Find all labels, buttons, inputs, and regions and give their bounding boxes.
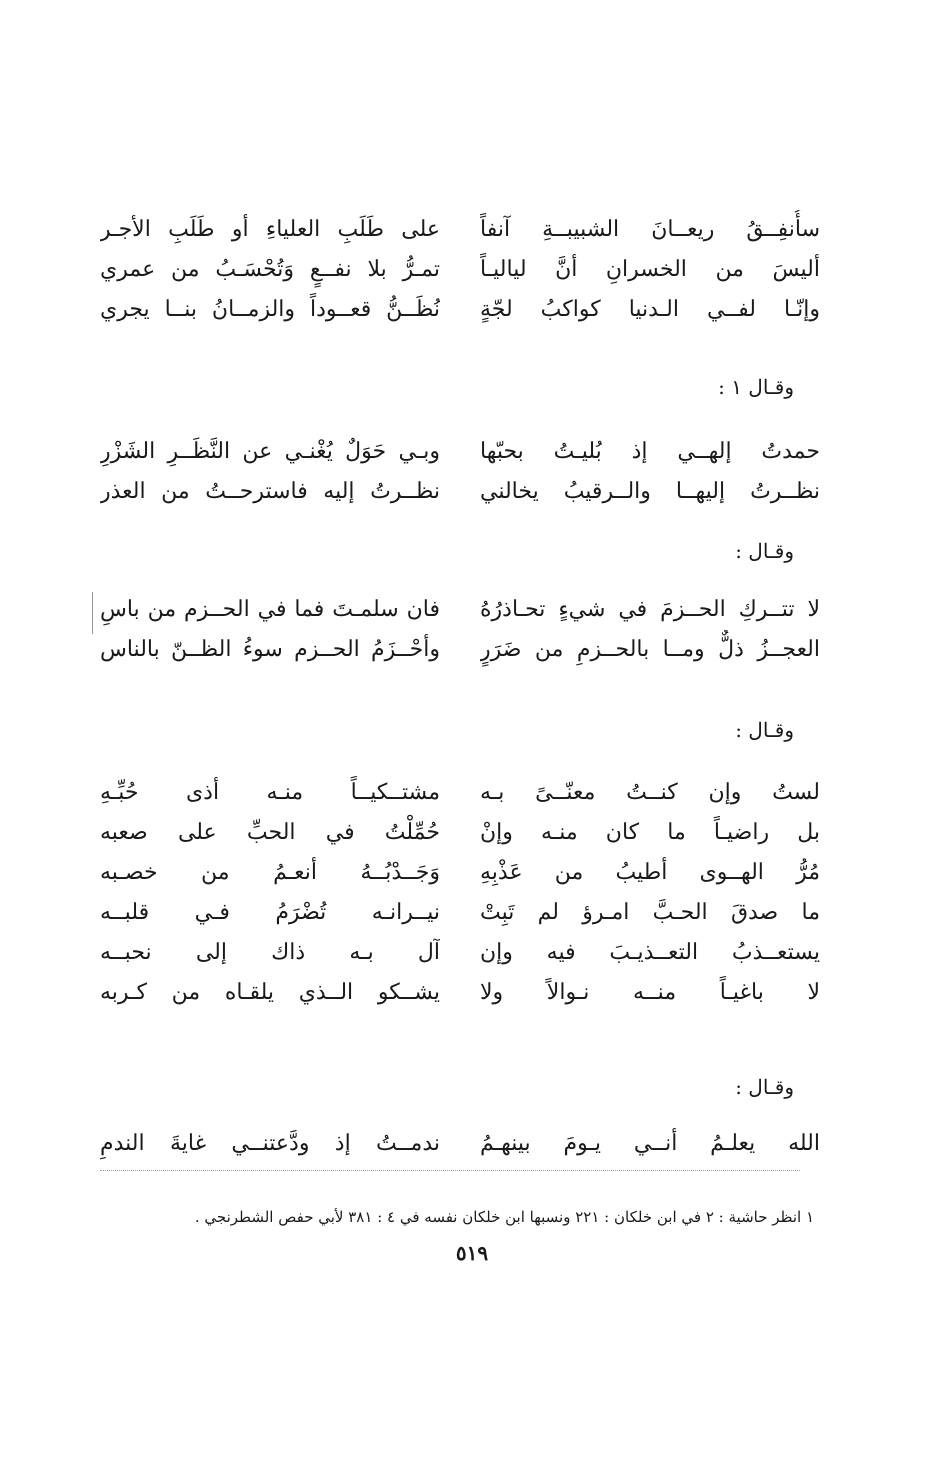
verse-first-hemistich: العجــزُ ذلٌّ ومــا بالحــزمِ من ضَرَرٍ <box>480 637 820 662</box>
verse <box>100 1124 820 1164</box>
verse-first-hemistich: وإنّـا لفــي الـدنيا كواكبُ لجّةٍ <box>480 297 820 322</box>
verse-second-hemistich: نيــرانـه تُضْرَمُ فـي قلبــه <box>100 900 440 925</box>
verse-first-hemistich: لا باغيـاً منــه نـوالاً ولا <box>480 980 820 1005</box>
verse <box>100 813 820 853</box>
verse <box>100 893 820 933</box>
verse <box>100 853 820 893</box>
verse-second-hemistich: وأحْــزَمُ الحــزم سوءُ الظــنّ بالناس <box>100 637 440 662</box>
verse-first-hemistich: بل راضيـاً ما كان منـه وإنْ <box>480 820 820 845</box>
verse-second-hemistich: نظــرتُ إليه فاسترحــتُ من العذر <box>100 479 440 504</box>
page-number: ٥١٩ <box>455 1241 489 1265</box>
verse-second-hemistich: وَجَــدْبُــهُ أنعـمُ من خصـبه <box>100 860 440 885</box>
verse-first-hemistich: مُرُّ الهــوى أطيبُ من عَذْبِهِ <box>480 860 820 885</box>
verse-second-hemistich: ندمــتُ إذ ودَّعتنــي غايةَ الندمِ <box>100 1131 440 1156</box>
verse-first-hemistich: أليسَ من الخسرانِ أنَّ لياليـاً <box>480 257 820 282</box>
verse-first-hemistich: لا تتــركِ الحــزمَ في شيءٍ تحـاذرُهُ <box>480 597 820 622</box>
verse-first-hemistich: لستُ وإن كنــتُ معنّــىً بـه <box>480 780 820 805</box>
stanza-intro: وقـال ١ : <box>718 375 794 399</box>
poem-stanza-4 <box>100 773 820 1013</box>
verse <box>100 630 820 670</box>
verse <box>100 250 820 290</box>
verse-second-hemistich: آل بـه ذاك إلى نحبــه <box>100 940 440 965</box>
verse-first-hemistich: الله يعلـمُ أنــي يـومَ بينهـمُ <box>480 1131 820 1156</box>
stanza-intro: وقـال : <box>735 539 794 563</box>
verse <box>100 210 820 250</box>
verse-first-hemistich: يستعــذبُ التعــذيـبَ فيه وإن <box>480 940 820 965</box>
verse-second-hemistich: تمـرُّ بلا نفــعٍ وَتُحْسَـبُ من عمري <box>100 257 440 282</box>
verse-second-hemistich: مشتــكيــاً منـه أذى حُبِّـهِ <box>100 780 440 805</box>
verse <box>100 290 820 330</box>
verse-second-hemistich: فان سلمـتَ فما في الحــزم من باسِ <box>100 597 440 622</box>
verse-second-hemistich: حُمِّلْتُ في الحبِّ على صعبه <box>100 820 440 845</box>
verse <box>100 432 820 472</box>
poem-stanza-3 <box>100 590 820 670</box>
verse <box>100 973 820 1013</box>
verse <box>100 773 820 813</box>
verse-second-hemistich: وبـي حَوَلٌ يُغْنـي عن النَّظَــرِ الشَزْرِ <box>100 439 440 464</box>
verse-first-hemistich: سأُنفِــقُ ريعــانَ الشبيبــةِ آنفاً <box>480 217 820 242</box>
footnote: ١ انظر حاشية : ٢ في ابن خلكان : ٢٢١ ونسبها ابن خلكان نفسه في ٤ : ٣٨١ لأبي حفص الشطرنجي . <box>194 1208 814 1226</box>
verse-second-hemistich: على طَلَبِ العلياءِ أو طَلَبِ الأجـر <box>100 217 440 242</box>
stanza-intro: وقـال : <box>735 1075 794 1099</box>
verse-second-hemistich: نُظَــنُّ قعــوداً والزمــانُ بنــا يجري <box>100 297 440 322</box>
verse <box>100 590 820 630</box>
margin-line <box>92 592 93 634</box>
verse <box>100 472 820 512</box>
stanza-intro: وقـال : <box>735 718 794 742</box>
poem-stanza-2 <box>100 432 820 512</box>
verse-first-hemistich: نظــرتُ إليهــا والــرقيبُ يخالني <box>480 479 820 504</box>
footnote-separator <box>100 1170 800 1171</box>
verse-first-hemistich: حمدتُ إلهــي إذ بُليـتُ بحبّها <box>480 439 820 464</box>
verse <box>100 933 820 973</box>
verse-second-hemistich: يشــكو الــذي يلقـاه من كـربه <box>100 980 440 1005</box>
poem-stanza-1 <box>100 210 820 330</box>
verse-first-hemistich: ما صدقَ الحـبَّ امـرؤ لم تَبِتْ <box>480 900 820 925</box>
